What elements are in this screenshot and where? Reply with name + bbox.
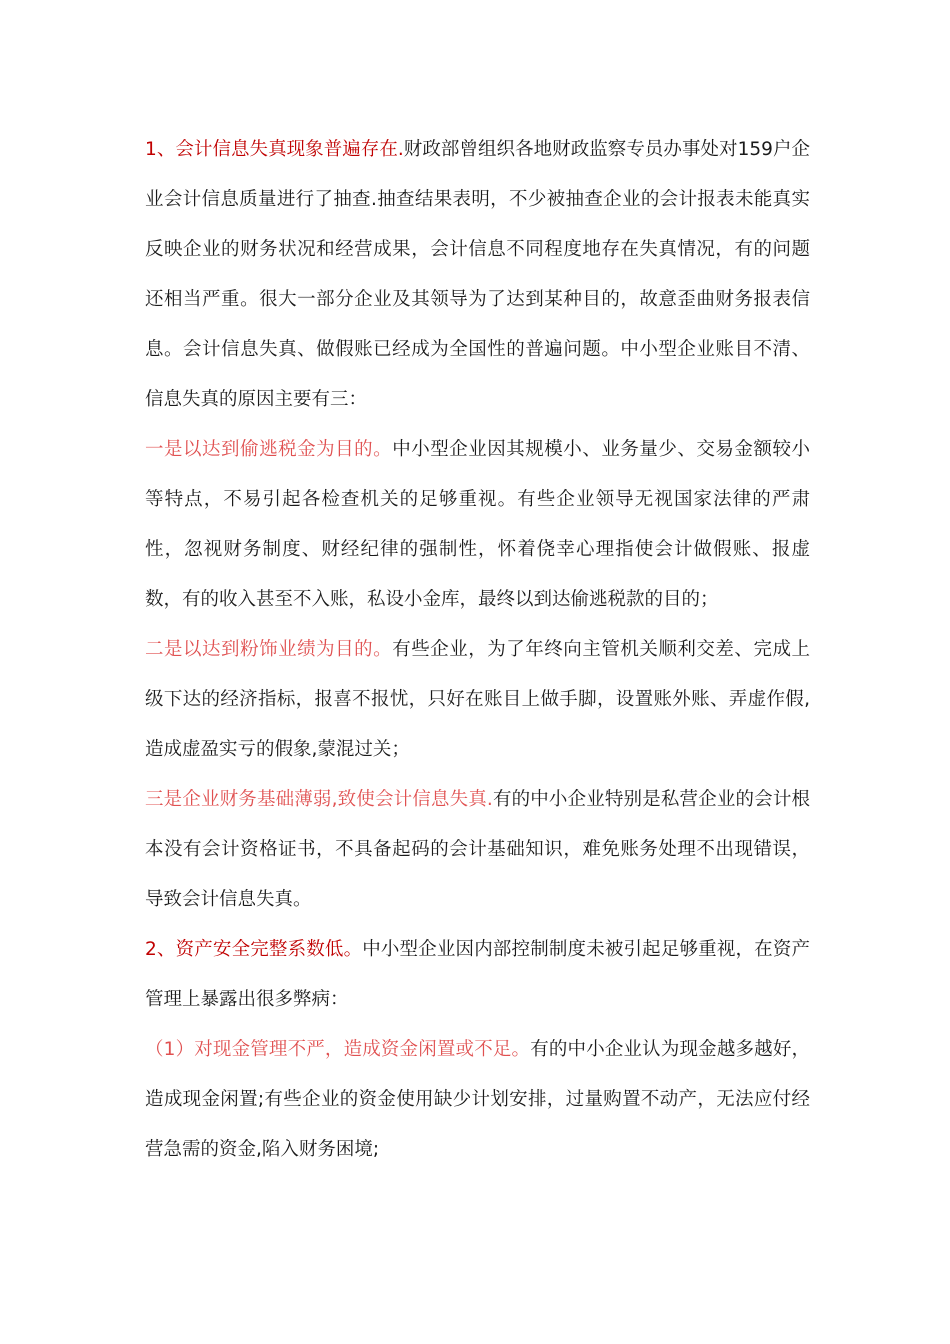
paragraph-2 xyxy=(145,425,810,625)
point-weak-foundation: 三是企业财务基础薄弱,致使会计信息失真. xyxy=(145,789,493,810)
paragraph-1 xyxy=(145,125,810,425)
paragraph-text: 中小型企业因内部控制制度未被引起足够重视，在资产管理上暴露出很多弊病： xyxy=(145,939,810,1010)
paragraph-6 xyxy=(145,1025,810,1175)
heading-accounting-distortion: 1、会计信息失真现象普遍存在. xyxy=(145,139,404,160)
paragraph-text: 有些企业，为了年终向主管机关顺利交差、完成上级下达的经济指标，报喜不报忧，只好在账目上做手脚，设置账外账、弄虚作假,造成虚盈实亏的假象,蒙混过关； xyxy=(145,639,810,760)
heading-asset-safety: 2、资产安全完整系数低。 xyxy=(145,939,363,960)
document-body xyxy=(145,125,810,1175)
point-cash-management: （1）对现金管理不严，造成资金闲置或不足。 xyxy=(145,1039,531,1060)
paragraph-3 xyxy=(145,625,810,775)
paragraph-text: 有的中小企业认为现金越多越好，造成现金闲置;有些企业的资金使用缺少计划安排，过量购置不动产，无法应付经营急需的资金,陷入财务困境; xyxy=(145,1039,810,1160)
paragraph-5 xyxy=(145,925,810,1025)
paragraph-text: 财政部曾组织各地财政监察专员办事处对159户企业会计信息质量进行了抽查.抽查结果表明，不少被抽查企业的会计报表未能真实反映企业的财务状况和经营成果，会计信息不同程度地存在失真情况，有的问题还相当严重。很大一部分企业及其领导为了达到某种目的，故意歪曲财务报表信息。会计信息失真、做假账已经成为全国性的普遍问题。中小型企业账目不清、信息失真的原因主要有三： xyxy=(145,139,810,410)
paragraph-4 xyxy=(145,775,810,925)
paragraph-text: 有的中小企业特别是私营企业的会计根本没有会计资格证书，不具备起码的会计基础知识，难免账务处理不出现错误，导致会计信息失真。 xyxy=(145,789,810,910)
point-performance-embellish: 二是以达到粉饰业绩为目的。 xyxy=(145,639,393,660)
point-tax-evasion: 一是以达到偷逃税金为目的。 xyxy=(145,439,393,460)
paragraph-text: 中小型企业因其规模小、业务量少、交易金额较小等特点，不易引起各检查机关的足够重视。有些企业领导无视国家法律的严肃性，忽视财务制度、财经纪律的强制性，怀着侥幸心理指使会计做假账、报虚数，有的收入甚至不入账，私设小金库，最终以到达偷逃税款的目的； xyxy=(145,439,810,610)
